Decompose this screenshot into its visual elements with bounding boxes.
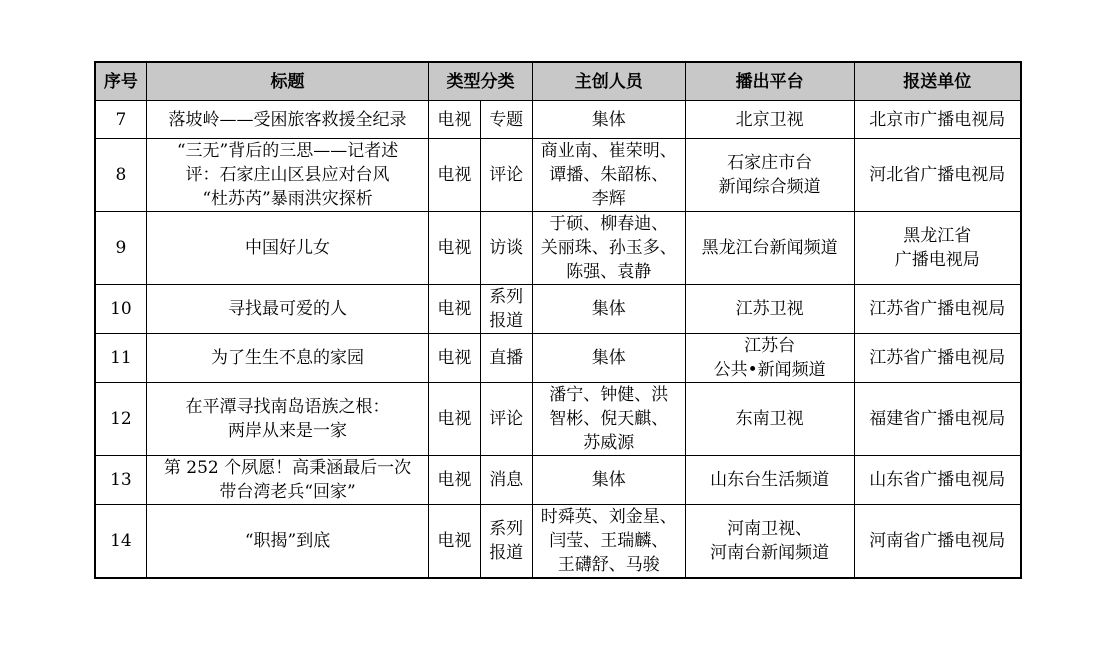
cell-creators-line: 集体 (591, 470, 626, 490)
header-creators: 主创人员 (532, 62, 685, 101)
table-row (95, 505, 1021, 579)
cell-genre (480, 334, 532, 383)
cell-title (146, 383, 429, 456)
cell-title (146, 212, 429, 285)
cell-unit-line: 河北省广播电视局 (869, 165, 1006, 185)
cell-title-line: 两岸从来是一家 (228, 421, 348, 441)
cell-title-line: 落坡岭——受困旅客救援全纪录 (168, 109, 407, 130)
cell-no: 11 (95, 334, 146, 383)
cell-no: 9 (95, 212, 146, 285)
header-category: 类型分类 (429, 62, 533, 101)
cell-genre-line: 评论 (489, 165, 524, 185)
header-platform: 播出平台 (685, 62, 854, 101)
cell-creators-line: 集体 (591, 348, 626, 368)
cell-unit-line: 江苏省广播电视局 (869, 348, 1006, 368)
header-unit: 报送单位 (854, 62, 1021, 101)
cell-title-line: 第 252 个夙愿！高秉涵最后一次 (163, 458, 412, 478)
cell-creators-line: 集体 (591, 299, 626, 319)
cell-platform-line: 河南台新闻频道 (710, 543, 830, 563)
cell-unit (854, 383, 1021, 456)
cell-creators (532, 456, 685, 505)
cell-genre (480, 285, 532, 334)
cell-genre (480, 383, 532, 456)
cell-genre (480, 212, 532, 285)
cell-media: 电视 (429, 505, 480, 579)
cell-unit-line: 广播电视局 (894, 250, 980, 270)
cell-creators (532, 383, 685, 456)
cell-platform (685, 505, 854, 579)
cell-creators (532, 212, 685, 285)
cell-title (146, 334, 429, 383)
cell-creators-line: 王礴舒、马骏 (557, 555, 660, 575)
table-body (95, 101, 1021, 579)
cell-creators-line: 潘宁、钟健、洪 (549, 385, 669, 405)
cell-media: 电视 (429, 334, 480, 383)
cell-platform-line: 东南卫视 (735, 409, 804, 429)
cell-genre-line: 评论 (489, 409, 524, 429)
cell-platform (685, 334, 854, 383)
cell-unit-line: 河南省广播电视局 (869, 531, 1006, 551)
cell-title-line: 带台湾老兵“回家” (219, 482, 356, 502)
table-row (95, 212, 1021, 285)
cell-title-line: 寻找最可爱的人 (228, 299, 348, 319)
cell-platform (685, 383, 854, 456)
cell-media: 电视 (429, 383, 480, 456)
cell-unit (854, 505, 1021, 579)
cell-platform (685, 285, 854, 334)
cell-creators-line: 集体 (591, 109, 626, 130)
cell-title-line: 中国好儿女 (245, 238, 331, 258)
cell-creators-line: 闫莹、王瑞麟、 (549, 531, 669, 551)
cell-creators-line: 时舜英、刘金星、 (540, 507, 677, 527)
cell-genre-line: 专题 (489, 109, 524, 130)
cell-genre-line: 消息 (489, 470, 524, 490)
cell-unit-line: 江苏省广播电视局 (869, 299, 1006, 319)
table-row (95, 285, 1021, 334)
cell-media: 电视 (429, 456, 480, 505)
cell-no: 12 (95, 383, 146, 456)
cell-title (146, 456, 429, 505)
cell-genre-line: 系列 (489, 287, 524, 307)
cell-platform-line: 黑龙江台新闻频道 (701, 238, 838, 258)
cell-creators-line: 商业南、崔荣明、 (540, 141, 677, 161)
header-title: 标题 (146, 62, 429, 101)
cell-platform-line: 北京卫视 (735, 109, 804, 130)
cell-no: 13 (95, 456, 146, 505)
cell-creators-line: 关丽珠、孙玉多、 (540, 238, 677, 258)
cell-creators (532, 285, 685, 334)
cell-genre (480, 101, 532, 139)
awards-table (94, 61, 1022, 579)
cell-no: 8 (95, 139, 146, 212)
cell-creators-line: 智彬、倪天麒、 (549, 409, 669, 429)
cell-no: 14 (95, 505, 146, 579)
table-row (95, 139, 1021, 212)
cell-unit (854, 285, 1021, 334)
header-row (95, 62, 1021, 101)
cell-genre (480, 505, 532, 579)
cell-platform-line: 新闻综合频道 (718, 177, 821, 197)
cell-platform-line: 山东台生活频道 (710, 470, 830, 490)
cell-title (146, 139, 429, 212)
cell-no: 7 (95, 101, 146, 139)
table-row (95, 456, 1021, 505)
cell-platform-line: 石家庄市台 (727, 153, 813, 173)
cell-title (146, 101, 429, 139)
cell-title-line: “杜苏芮”暴雨洪灾探析 (202, 189, 373, 209)
cell-genre-line: 直播 (489, 348, 524, 368)
cell-platform (685, 139, 854, 212)
cell-title-line: 为了生生不息的家园 (211, 348, 365, 368)
cell-title-line: “职揭”到底 (244, 531, 331, 551)
cell-title-line: 评：石家庄山区县应对台风 (185, 165, 390, 185)
cell-creators-line: 李辉 (591, 189, 626, 209)
cell-media: 电视 (429, 212, 480, 285)
cell-creators (532, 101, 685, 139)
cell-genre (480, 456, 532, 505)
table-row (95, 383, 1021, 456)
cell-platform-line: 江苏台 (744, 336, 796, 356)
cell-genre-line: 系列 (489, 519, 524, 539)
cell-media: 电视 (429, 139, 480, 212)
table-row (95, 101, 1021, 139)
cell-media: 电视 (429, 101, 480, 139)
cell-platform (685, 212, 854, 285)
cell-genre-line: 报道 (489, 543, 524, 563)
cell-unit-line: 黑龙江省 (903, 226, 972, 246)
cell-creators-line: 于硕、柳春迪、 (549, 214, 669, 234)
cell-creators-line: 苏威源 (583, 433, 635, 453)
cell-platform-line: 公共•新闻频道 (713, 360, 826, 380)
cell-unit-line: 福建省广播电视局 (869, 409, 1006, 429)
cell-unit (854, 212, 1021, 285)
cell-unit-line: 北京市广播电视局 (869, 109, 1006, 130)
cell-title-line: 在平潭寻找南岛语族之根： (185, 397, 390, 417)
cell-genre-line: 报道 (489, 311, 524, 331)
cell-title-line: “三无”背后的三思——记者述 (176, 141, 399, 161)
table-row (95, 334, 1021, 383)
cell-no: 10 (95, 285, 146, 334)
cell-unit-line: 山东省广播电视局 (869, 470, 1006, 490)
header-no: 序号 (95, 62, 146, 101)
cell-creators-line: 谭播、朱韶栋、 (549, 165, 669, 185)
cell-platform-line: 江苏卫视 (735, 299, 804, 319)
cell-genre (480, 139, 532, 212)
cell-creators (532, 139, 685, 212)
cell-unit (854, 456, 1021, 505)
cell-unit (854, 334, 1021, 383)
cell-unit (854, 139, 1021, 212)
cell-creators-line: 陈强、袁静 (566, 262, 652, 282)
cell-platform-line: 河南卫视、 (727, 519, 813, 539)
cell-unit (854, 101, 1021, 139)
cell-genre-line: 访谈 (489, 238, 524, 258)
cell-platform (685, 101, 854, 139)
cell-title (146, 285, 429, 334)
cell-media: 电视 (429, 285, 480, 334)
cell-creators (532, 505, 685, 579)
cell-title (146, 505, 429, 579)
cell-creators (532, 334, 685, 383)
cell-platform (685, 456, 854, 505)
